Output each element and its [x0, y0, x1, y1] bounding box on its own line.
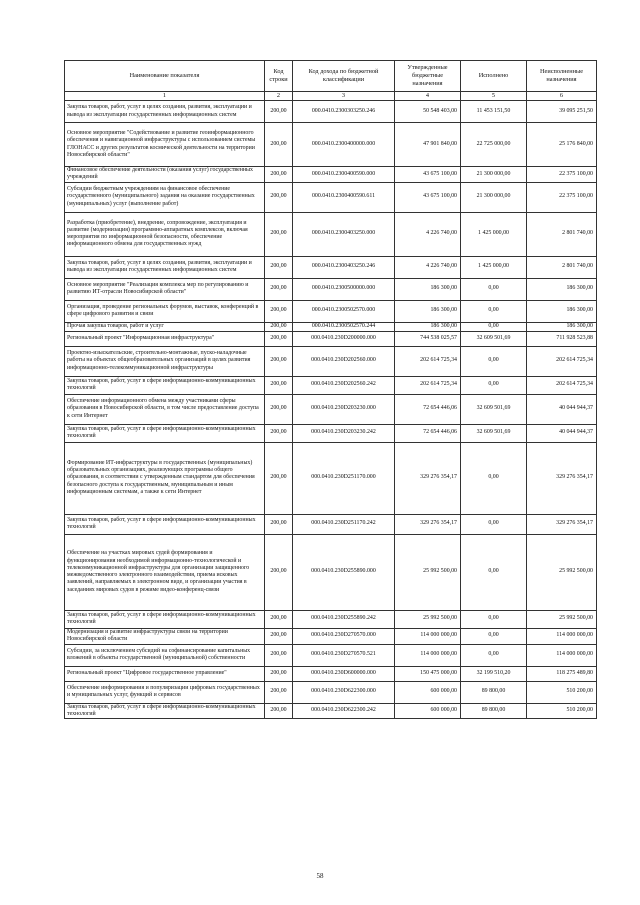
row-name: Разработка (приобретение), внедрение, сопровождение, эксплуатация и развитие (модернизация) программно-аппаратных комплексов, включая мероприятия по информационной безопасности, обеспечение информационного обмена для государственных нужд: [65, 212, 265, 256]
row-income-code: 000.0410.230D200000.000: [293, 331, 395, 346]
row-executed: 0,00: [461, 534, 527, 610]
row-line-code: 200,00: [265, 212, 293, 256]
row-unexecuted: 329 276 354,17: [527, 514, 597, 534]
row-line-code: 200,00: [265, 346, 293, 376]
table-row: [65, 101, 597, 123]
row-line-code: 200,00: [265, 278, 293, 300]
row-income-code: 000.0410.2300400590.611: [293, 182, 395, 212]
row-approved: 4 226 740,00: [395, 212, 461, 256]
row-income-code: 000.0410.2300403250.246: [293, 256, 395, 278]
row-approved: 25 992 500,00: [395, 610, 461, 628]
row-executed: 21 300 000,00: [461, 167, 527, 183]
row-income-code: 000.0410.230D600000.000: [293, 666, 395, 681]
row-line-code: 200,00: [265, 514, 293, 534]
row-executed: 89 800,00: [461, 681, 527, 703]
table-row: [65, 703, 597, 719]
table-row: [65, 681, 597, 703]
row-line-code: 200,00: [265, 394, 293, 424]
table-row: [65, 534, 597, 610]
row-unexecuted: 186 300,00: [527, 300, 597, 322]
row-approved: 600 000,00: [395, 681, 461, 703]
header-line-code: Код строки: [265, 61, 293, 92]
row-approved: 186 300,00: [395, 322, 461, 331]
row-unexecuted: 39 095 251,50: [527, 101, 597, 123]
row-income-code: 000.0410.2300400590.000: [293, 167, 395, 183]
column-number: 4: [395, 92, 461, 101]
row-name: Проектно-изыскательские, строительно-монтажные, пуско-наладочные работы на объектах общеобразовательных организаций в целях развития информационно-телекоммуникационной инфраструктуры: [65, 346, 265, 376]
header-executed: Исполнено: [461, 61, 527, 92]
row-income-code: 000.0410.2300400000.000: [293, 123, 395, 167]
table-row: [65, 610, 597, 628]
column-number: 2: [265, 92, 293, 101]
row-executed: 0,00: [461, 514, 527, 534]
row-executed: 0,00: [461, 644, 527, 666]
row-executed: 11 453 151,50: [461, 101, 527, 123]
row-executed: 32 609 501,69: [461, 331, 527, 346]
row-name: Закупка товаров, работ, услуг в сфере информационно-коммуникационных технологий: [65, 610, 265, 628]
row-line-code: 200,00: [265, 666, 293, 681]
row-name: Прочая закупка товаров, работ и услуг: [65, 322, 265, 331]
table-row: [65, 424, 597, 442]
row-executed: 21 300 000,00: [461, 182, 527, 212]
row-name: Закупка товаров, работ, услуг в сфере информационно-коммуникационных технологий: [65, 424, 265, 442]
row-name: Финансовое обеспечение деятельности (оказания услуг) государственных учреждений: [65, 167, 265, 183]
row-income-code: 000.0410.230D202560.000: [293, 346, 395, 376]
row-name: Закупка товаров, работ, услуг в целях создания, развития, эксплуатации и вывода из эксплуатации государственных информационных систем: [65, 256, 265, 278]
row-approved: 150 475 000,00: [395, 666, 461, 681]
table-row: [65, 212, 597, 256]
row-line-code: 200,00: [265, 300, 293, 322]
row-approved: 600 000,00: [395, 703, 461, 719]
row-name: Формирование ИТ-инфраструктуры в государственных (муниципальных) образовательных организациях, реализующих программы общего образования, в соответствии с утвержденным стандартом для обеспечения безопасного доступа к государственным, муниципальным и иным информационным системам, а также к сети Интернет: [65, 442, 265, 514]
row-line-code: 200,00: [265, 331, 293, 346]
row-approved: 186 300,00: [395, 278, 461, 300]
row-unexecuted: 2 801 740,00: [527, 256, 597, 278]
row-line-code: 200,00: [265, 424, 293, 442]
row-unexecuted: 114 000 000,00: [527, 644, 597, 666]
row-executed: 1 425 000,00: [461, 256, 527, 278]
report-sheet: [64, 60, 596, 719]
row-income-code: 000.0410.230D622300.000: [293, 681, 395, 703]
row-executed: 89 800,00: [461, 703, 527, 719]
row-unexecuted: 2 801 740,00: [527, 212, 597, 256]
row-approved: 25 992 500,00: [395, 534, 461, 610]
row-executed: 32 609 501,69: [461, 394, 527, 424]
row-income-code: 000.0410.230D203230.000: [293, 394, 395, 424]
row-approved: 329 276 354,17: [395, 442, 461, 514]
row-approved: 43 675 100,00: [395, 182, 461, 212]
row-approved: 72 654 446,06: [395, 394, 461, 424]
row-approved: 202 614 725,34: [395, 346, 461, 376]
row-approved: 114 000 000,00: [395, 628, 461, 644]
table-row: [65, 278, 597, 300]
row-executed: 0,00: [461, 442, 527, 514]
table-row: [65, 666, 597, 681]
row-approved: 43 675 100,00: [395, 167, 461, 183]
header-name: Наименование показателя: [65, 61, 265, 92]
header-row: [65, 61, 597, 92]
row-unexecuted: 186 300,00: [527, 278, 597, 300]
row-unexecuted: 22 375 100,00: [527, 182, 597, 212]
row-executed: 0,00: [461, 610, 527, 628]
page-number: 58: [316, 872, 324, 880]
row-line-code: 200,00: [265, 442, 293, 514]
row-unexecuted: 510 200,00: [527, 703, 597, 719]
row-approved: 72 654 446,06: [395, 424, 461, 442]
row-approved: 744 538 025,57: [395, 331, 461, 346]
row-approved: 4 226 740,00: [395, 256, 461, 278]
row-income-code: 000.0410.230D255890.242: [293, 610, 395, 628]
table-row: [65, 322, 597, 331]
row-executed: 0,00: [461, 346, 527, 376]
row-executed: 0,00: [461, 628, 527, 644]
header-unexecuted: Неисполненные назначения: [527, 61, 597, 92]
row-unexecuted: 22 375 100,00: [527, 167, 597, 183]
row-unexecuted: 202 614 725,34: [527, 376, 597, 394]
row-name: Обеспечение информирования и популяризации цифровых государственных и муниципальных услуг, функций и сервисов: [65, 681, 265, 703]
row-income-code: 000.0410.2300500000.000: [293, 278, 395, 300]
row-name: Субсидии, за исключением субсидий на софинансирование капитальных вложений в объекты государственной (муниципальной) собственности: [65, 644, 265, 666]
row-line-code: 200,00: [265, 101, 293, 123]
row-line-code: 200,00: [265, 256, 293, 278]
column-number: 3: [293, 92, 395, 101]
row-unexecuted: 711 928 523,88: [527, 331, 597, 346]
table-row: [65, 644, 597, 666]
row-income-code: 000.0410.230D255890.000: [293, 534, 395, 610]
table-row: [65, 182, 597, 212]
row-approved: 186 300,00: [395, 300, 461, 322]
row-income-code: 000.0410.2300303250.246: [293, 101, 395, 123]
row-name: Обеспечение информационного обмена между участниками сферы образования в Новосибирской области, в том числе предоставление доступа к сети Интернет: [65, 394, 265, 424]
row-line-code: 200,00: [265, 123, 293, 167]
row-executed: 32 199 510,20: [461, 666, 527, 681]
row-line-code: 200,00: [265, 534, 293, 610]
row-name: Региональный проект "Информационная инфраструктура": [65, 331, 265, 346]
table-row: [65, 256, 597, 278]
column-number: 5: [461, 92, 527, 101]
row-line-code: 200,00: [265, 644, 293, 666]
row-name: Основное мероприятие "Реализация комплекса мер по регулированию и развитию ИТ-отрасли Новосибирской области": [65, 278, 265, 300]
budget-execution-table: [64, 60, 597, 719]
row-income-code: 000.0410.230D202560.242: [293, 376, 395, 394]
row-name: Закупка товаров, работ, услуг в сфере информационно-коммуникационных технологий: [65, 514, 265, 534]
row-income-code: 000.0410.2300502570.000: [293, 300, 395, 322]
table-row: [65, 514, 597, 534]
row-income-code: 000.0410.2300403250.000: [293, 212, 395, 256]
row-name: Закупка товаров, работ, услуг в сфере информационно-коммуникационных технологий: [65, 703, 265, 719]
row-name: Закупка товаров, работ, услуг в сфере информационно-коммуникационных технологий: [65, 376, 265, 394]
row-unexecuted: 114 000 000,00: [527, 628, 597, 644]
row-name: Закупка товаров, работ, услуг в целях создания, развития, эксплуатации и вывода из эксплуатации государственных информационных систем: [65, 101, 265, 123]
row-line-code: 200,00: [265, 376, 293, 394]
row-line-code: 200,00: [265, 182, 293, 212]
row-approved: 50 548 403,00: [395, 101, 461, 123]
row-income-code: 000.0410.230D270570.000: [293, 628, 395, 644]
row-approved: 202 614 725,34: [395, 376, 461, 394]
row-executed: 32 609 501,69: [461, 424, 527, 442]
table-row: [65, 300, 597, 322]
row-unexecuted: 329 276 354,17: [527, 442, 597, 514]
row-unexecuted: 510 200,00: [527, 681, 597, 703]
row-unexecuted: 25 176 840,00: [527, 123, 597, 167]
row-name: Организация, проведение региональных форумов, выставок, конференций в сфере цифрового развития и связи: [65, 300, 265, 322]
table-row: [65, 331, 597, 346]
row-approved: 47 901 840,00: [395, 123, 461, 167]
row-unexecuted: 40 044 944,37: [527, 394, 597, 424]
row-unexecuted: 202 614 725,34: [527, 346, 597, 376]
row-income-code: 000.0410.230D251170.000: [293, 442, 395, 514]
table-row: [65, 394, 597, 424]
row-unexecuted: 186 300,00: [527, 322, 597, 331]
row-name: Обеспечение на участках мировых судей формирования и функционирования необходимой информационно-технологической и телекоммуникационной инфраструктуры для организации защищенного межведомственного электронного взаимодействия, приема исковых заявлений, направляемых в электронном виде, и организации участия в заседаниях мировых судов в режиме видео-конференц-связи: [65, 534, 265, 610]
table-row: [65, 628, 597, 644]
table-row: [65, 123, 597, 167]
table-row: [65, 346, 597, 376]
row-executed: 0,00: [461, 278, 527, 300]
row-unexecuted: 25 992 500,00: [527, 534, 597, 610]
table-row: [65, 376, 597, 394]
row-name: Региональный проект "Цифровое государственное управление": [65, 666, 265, 681]
row-executed: 0,00: [461, 322, 527, 331]
row-name: Модернизация и развитие инфраструктуры связи на территории Новосибирской области: [65, 628, 265, 644]
row-approved: 114 000 000,00: [395, 644, 461, 666]
column-number: 1: [65, 92, 265, 101]
column-number: 6: [527, 92, 597, 101]
row-line-code: 200,00: [265, 681, 293, 703]
row-executed: 1 425 000,00: [461, 212, 527, 256]
row-income-code: 000.0410.230D622300.242: [293, 703, 395, 719]
header-approved: Утвержденные бюджетные назначения: [395, 61, 461, 92]
row-income-code: 000.0410.230D270570.521: [293, 644, 395, 666]
row-name: Основное мероприятие "Содействование и развитие геоинформационного обеспечения и навигационной инфраструктуры с использованием системы ГЛОНАСС и других результатов космической деятельности на территории Новосибирской области": [65, 123, 265, 167]
table-row: [65, 442, 597, 514]
row-unexecuted: 40 044 944,37: [527, 424, 597, 442]
header-income-code: Код дохода по бюджетной классификации: [293, 61, 395, 92]
column-number-row: [65, 92, 597, 101]
row-line-code: 200,00: [265, 167, 293, 183]
row-line-code: 200,00: [265, 610, 293, 628]
row-executed: 0,00: [461, 300, 527, 322]
row-name: Субсидии бюджетным учреждениям на финансовое обеспечение государственного (муниципального) задания на оказание государственных (муниципальных) услуг (выполнение работ): [65, 182, 265, 212]
row-approved: 329 276 354,17: [395, 514, 461, 534]
row-income-code: 000.0410.230D203230.242: [293, 424, 395, 442]
row-income-code: 000.0410.2300502570.244: [293, 322, 395, 331]
row-line-code: 200,00: [265, 322, 293, 331]
row-unexecuted: 25 992 500,00: [527, 610, 597, 628]
row-line-code: 200,00: [265, 703, 293, 719]
row-executed: 0,00: [461, 376, 527, 394]
row-line-code: 200,00: [265, 628, 293, 644]
row-income-code: 000.0410.230D251170.242: [293, 514, 395, 534]
row-executed: 22 725 000,00: [461, 123, 527, 167]
table-row: [65, 167, 597, 183]
row-unexecuted: 118 275 489,80: [527, 666, 597, 681]
